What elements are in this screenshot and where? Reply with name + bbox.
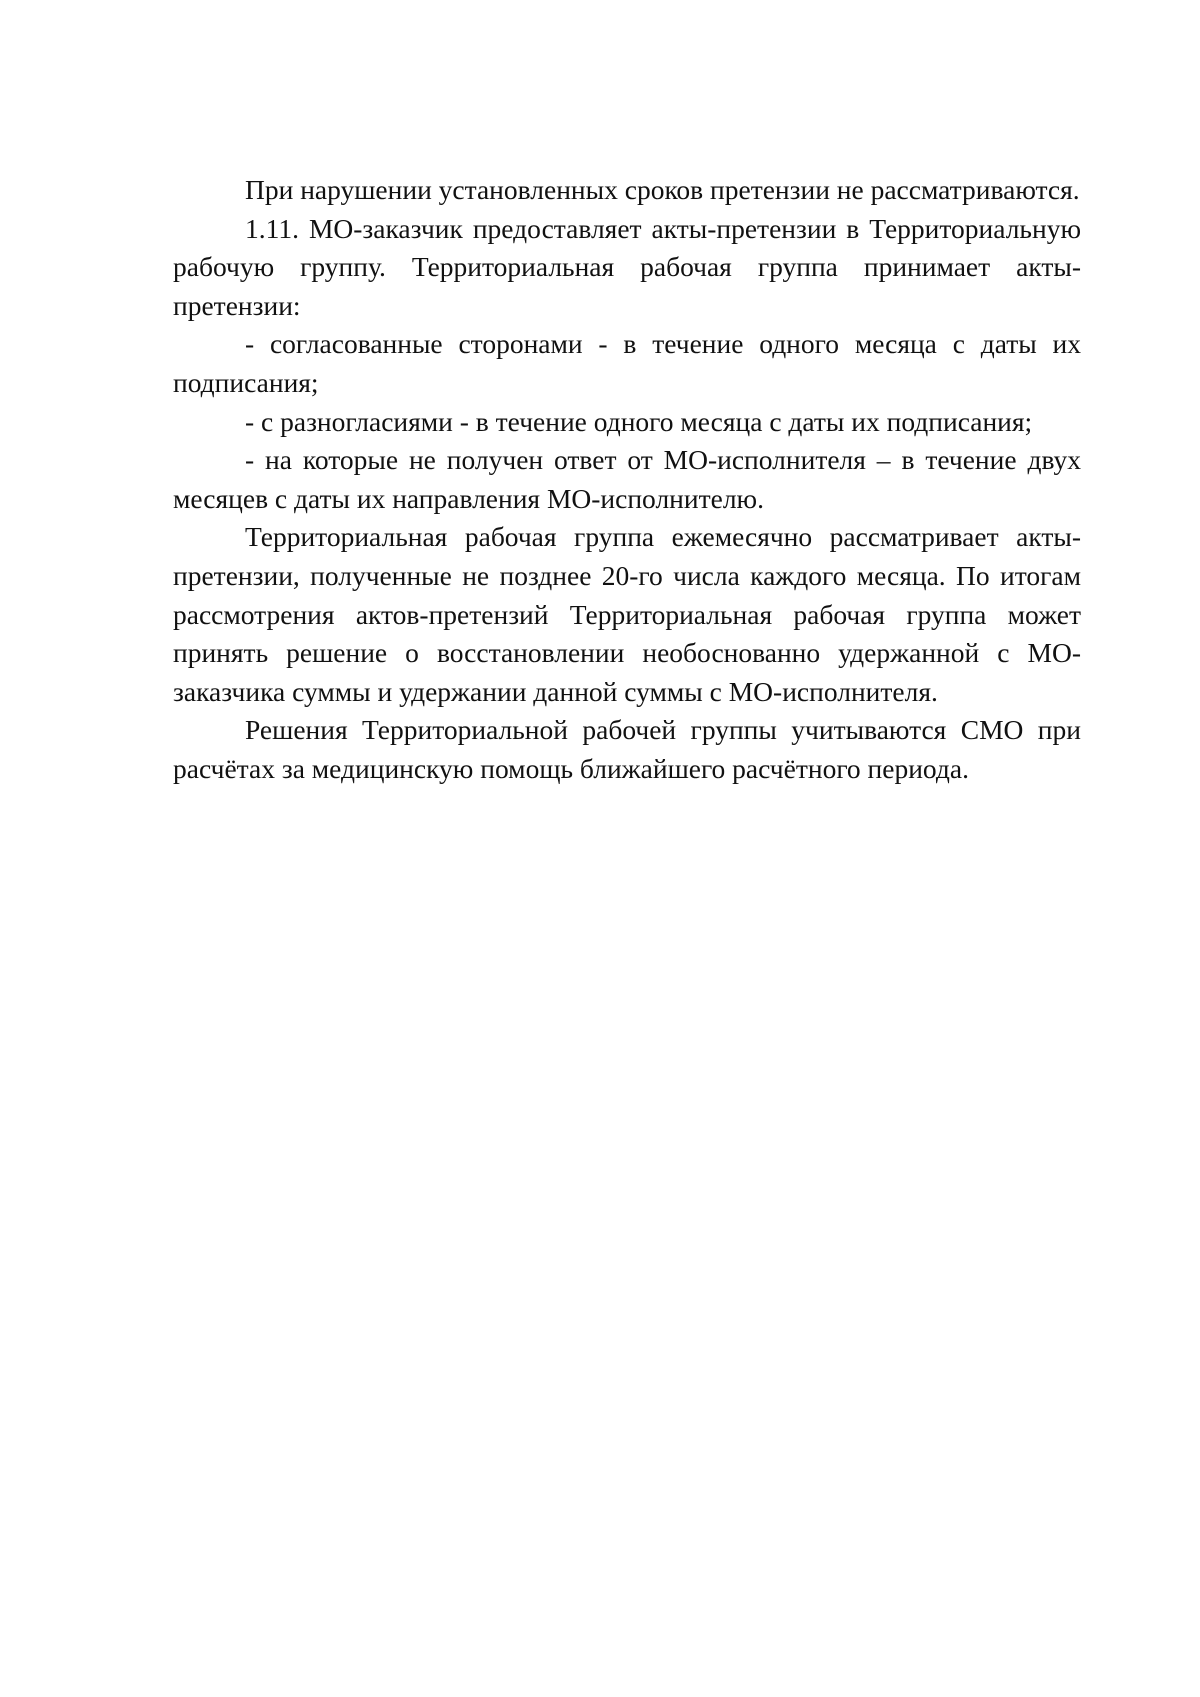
paragraph-agreed-acts: - согласованные сторонами - в течение одного месяца с даты их подписания; xyxy=(173,328,1081,398)
paragraph-monthly-review: Территориальная рабочая группа ежемесячно рассматривает акты-претензии, полученные не позднее 20-го числа каждого месяца. По итогам рассмотрения актов-претензий Территориальная рабочая группа может принять решение о восстановлении необоснованно удержанной с МО-заказчика суммы и удержании данной суммы с МО-исполнителя. xyxy=(173,521,1081,707)
paragraph-claims-deadline-violation: При нарушении установленных сроков претензии не рассматриваются. xyxy=(245,174,1080,205)
paragraph-disputed-acts: - с разногласиями - в течение одного месяца с даты их подписания; xyxy=(245,405,1033,437)
paragraph-unanswered-acts: - на которые не получен ответ от МО-исполнителя – в течение двух месяцев с даты их направления МО-исполнителю. xyxy=(173,444,1081,514)
document-body xyxy=(173,171,1081,789)
paragraph-smo-decisions: Решения Территориальной рабочей группы учитываются СМО при расчётах за медицинскую помощь ближайшего расчётного периода. xyxy=(173,714,1081,784)
paragraph-clause-1-11: 1.11. МО-заказчик предоставляет акты-претензии в Территориальную рабочую группу. Территориальная рабочая группа принимает акты-претензии: xyxy=(173,212,1081,321)
